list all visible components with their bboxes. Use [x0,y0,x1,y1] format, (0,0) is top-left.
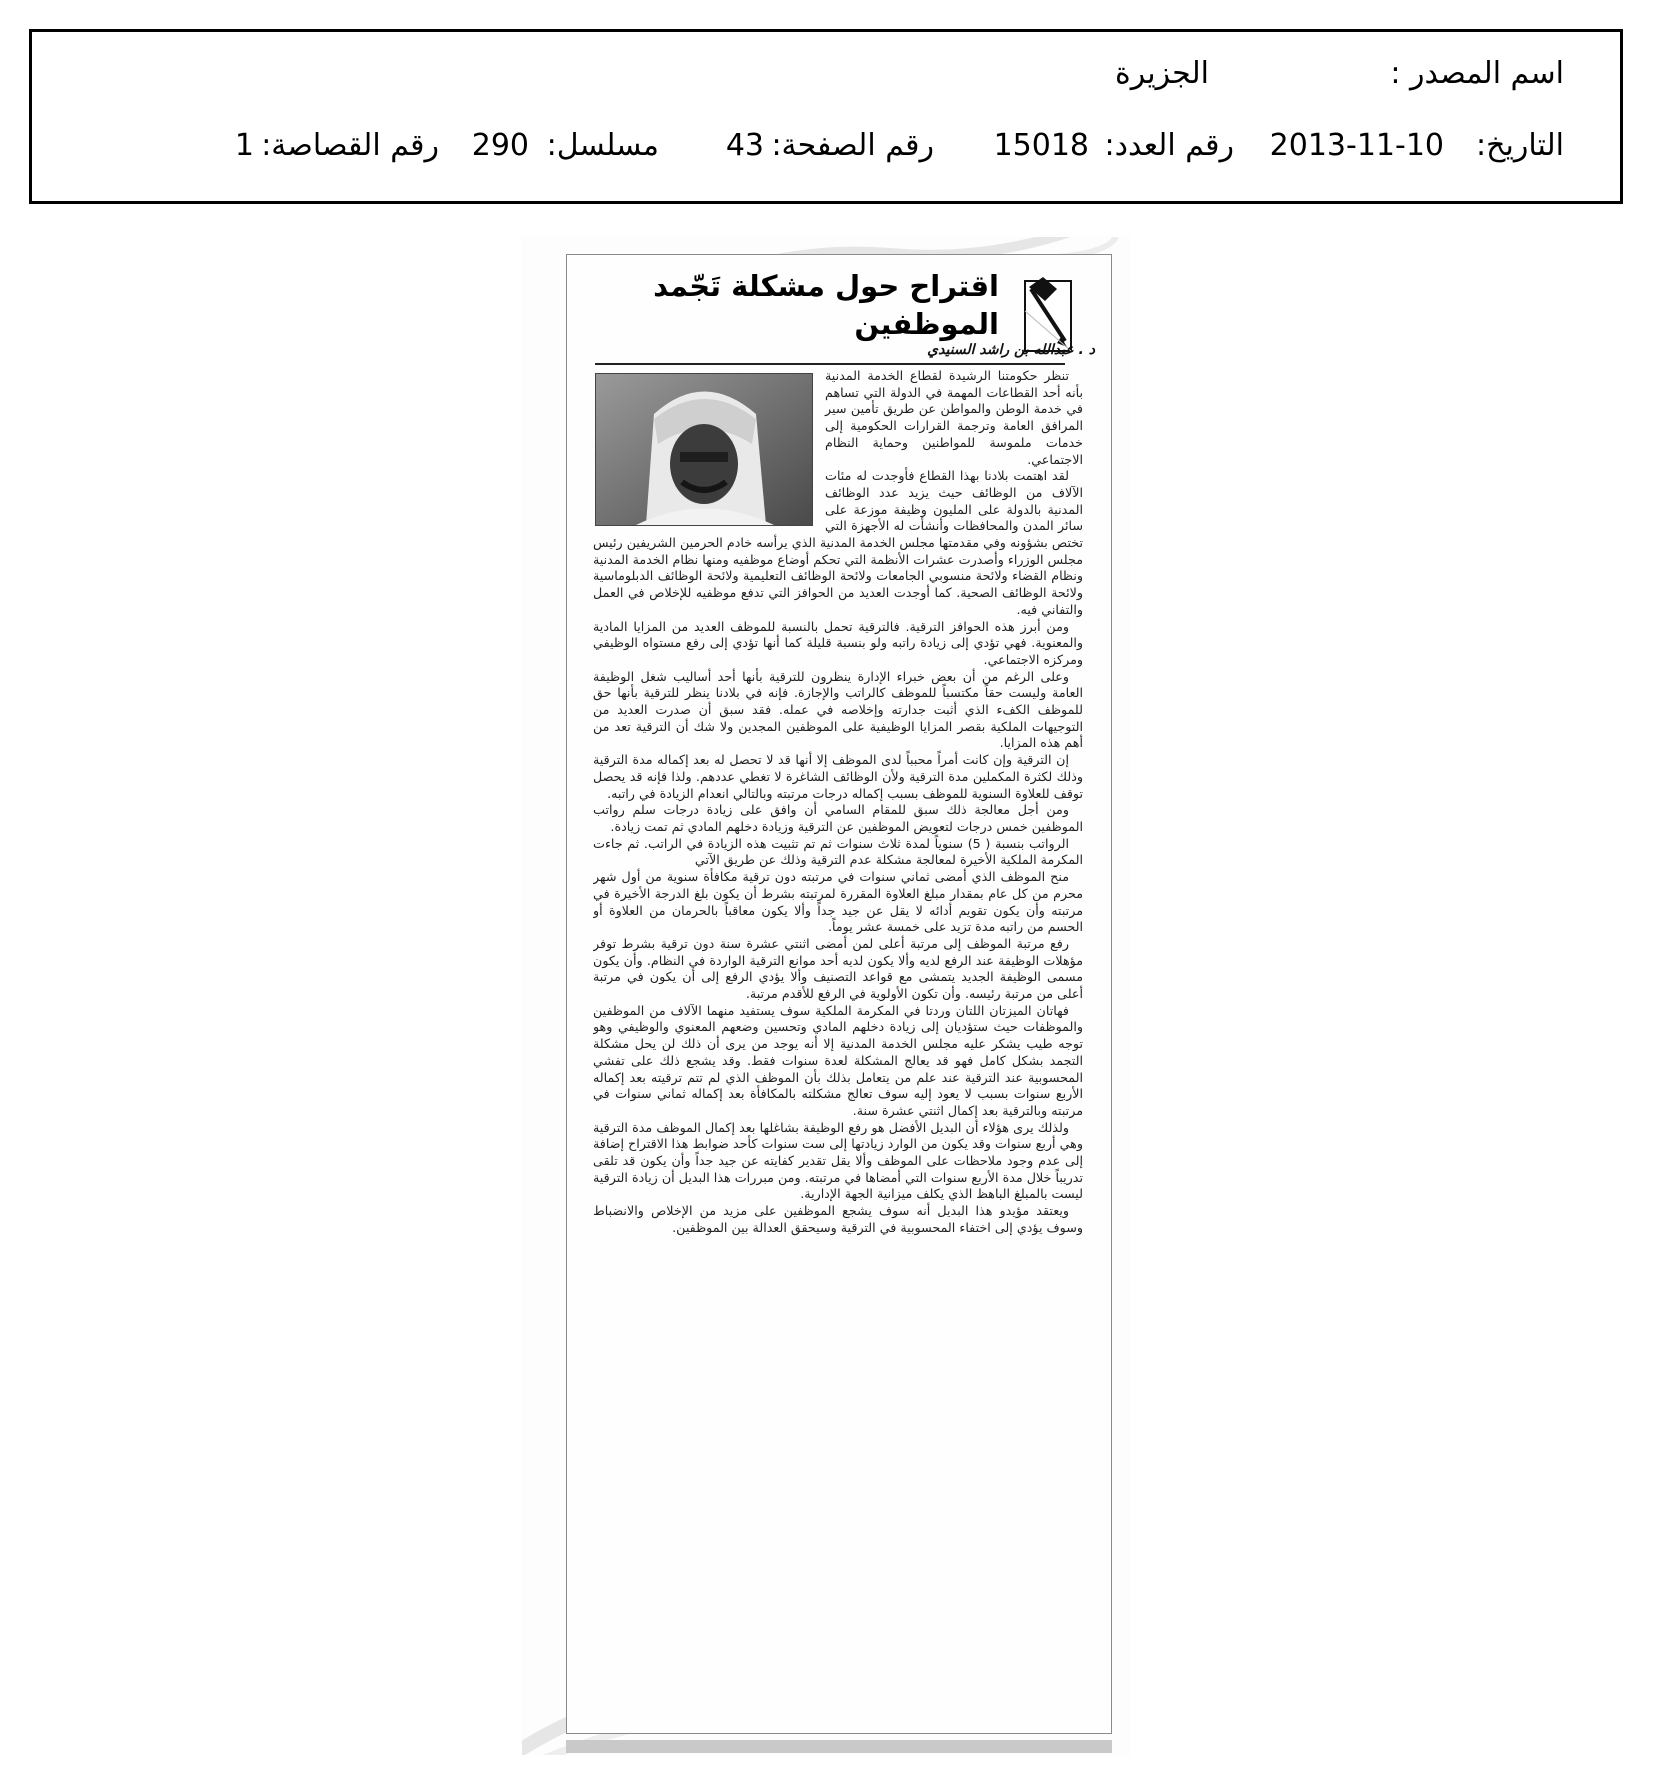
page-value: 43 [725,128,764,163]
clipping-metadata-box [29,29,1623,204]
details-row [72,128,1564,178]
clip-number-label: رقم القصاصة: [261,128,439,163]
clipping-bottom-bar [566,1740,1112,1753]
article-paragraph: رفع مرتبة الموظف إلى مرتبة أعلى لمن أمضى اثنتي عشرة سنة دون ترقية بشرط توفر مؤهلات الوظيفة عند الرفع لديه وألا يكون لديه أحد موانع الترقية الواردة في النظام. وأن يكون مسمى الوظيفة الجديد يتمشى مع قواعد التصنيف وألا يؤدي الرفع إلى أن يكون في مرتبة أعلى من مرتبة رئيسه. وأن تكون الأولوية في الرفع للأقدم مرتبة. [593,935,1083,1002]
serial-value: 290 [471,128,529,163]
date-value: 2013-11-10 [1269,128,1444,163]
photo-spacer [593,368,825,520]
source-label: اسم المصدر : [1390,56,1564,91]
article-headline: اقتراح حول مشكلة تَجّمد الموظفين [653,269,999,341]
article-paragraph: لقد اهتمت بلادنا بهذا القطاع فأوجدت له مئات الآلاف من الوظائف حيث يزيد عدد الوظائف المدنية بالدولة على المليون وظيفة موزعة على سائر المدن والمحافظات وأنشأت له الأجهزة التي تختص بشؤونه وفي مقدمتها مجلس الخدمة المدنية الذي يرأسه خادم الحرمين الشريفين رئيس مجلس الوزراء وأصدرت عشرات الأنظمة التي تحكم أوضاع موظفيه ومنها نظام الخدمة المدنية ونظام القضاء ولائحة منسوبي الجامعات ولائحة الوظائف التعليمية ولائحة الوظائف الدبلوماسية ولائحة الوظائف الصحية. كما أوجدت العديد من الحوافز التي تدفع موظفيه للإخلاص في العمل والتفاني فيه. [593,468,1083,617]
article-body [593,368,1083,1728]
issue-label: رقم العدد: [1104,128,1234,163]
article-paragraph: الرواتب بنسبة ( 5) سنوياً لمدة ثلاث سنوات ثم تم تثبيت هذه الزيادة في الراتب. ثم جاءت المكرمة الملكية الأخيرة لمعالجة مشكلة عدم الترقية وذلك عن طريق الآتي [593,835,1083,868]
page-label: رقم الصفحة: [771,128,934,163]
article-paragraph: وعلى الرغم من أن بعض خبراء الإدارة ينظرون للترقية بأنها أحد أساليب شغل الوظيفة العامة وليست حقاً مكتسباً للموظف كالراتب والإجازة. فإنه في بلادنا ينظر للترقية بأنها حق للموظف الكفء الذي أثبت جدارته وإخلاصه في عمله. فقد سبق أن صدرت العديد من التوجيهات الملكية بقصر المزايا الوظيفية على الموظفين المجدين ولا شك أن الترقية تعد من أهم هذه المزايا. [593,668,1083,751]
article-paragraph: إن الترقية وإن كانت أمراً محبباً لدى الموظف إلا أنها قد لا تحصل له بعد إكماله مدة الترقية وذلك لكثرة المكملين مدة الترقية ولأن الوظائف الشاغرة لا تغطي عددهم. ولذا فإنه قد يحصل توقف للعلاوة السنوية للموظف بسبب إكماله درجات مرتبته وبالتالي انعدام الزيادة في راتبه. [593,752,1083,801]
article [566,254,1112,1734]
pen-icon [1017,271,1075,353]
serial-label: مسلسل: [546,128,659,163]
article-paragraph: منح الموظف الذي أمضى ثماني سنوات في مرتبته دون ترقية مكافأة سنوية من أول شهر محرم من كل عام بمقدار مبلغ العلاوة المقررة لمرتبته بشرط أن يكون بلغ الدرجة الأخيرة في مرتبته وأن يكون تقويم أدائه لا يقل عن جيد جداً وألا يكون معاقباً بالحرمان من العلاوة أو الحسم من راتبه مدة تزيد على خمسة عشر يوماً. [593,869,1083,935]
article-paragraph: ومن أجل معالجة ذلك سبق للمقام السامي أن وافق على زيادة درجات سلم رواتب الموظفين خمس درجات لتعويض الموظفين عن الترقية وزيادة دخلهم المادي ثم تمت زيادة. [593,802,1083,834]
source-row [72,56,1564,106]
article-paragraph: تنظر حكومتنا الرشيدة لقطاع الخدمة المدنية بأنه أحد القطاعات المهمة في الدولة التي تساهم في خدمة الوطن والمواطن عن طريق تأمين سير المرافق العامة وترجمة القرارات الحكومية إلى خدمات ملموسة للمواطنين وحماية النظام الاجتماعي. [825,368,1083,467]
date-label: التاريخ: [1476,128,1564,163]
newspaper-clipping [522,237,1131,1755]
byline-divider [595,363,1065,365]
article-paragraph: ولذلك يرى هؤلاء أن البديل الأفضل هو رفع الوظيفة بشاغلها بعد إكمال الموظف مدة الترقية وهي أربع سنوات وقد يكون من الوارد زيادتها إلى ست سنوات كأحد ضوابط هذا الاقتراح إضافة إلى عدم وجود ملاحظات على الموظف وألا يقل تقدير كفايته عن جيد جداً وأن يكون قد تلقى تدريباً خلال مدة الأربع سنوات التي أمضاها في مرتبته. ومن مبررات هذا البديل أن زيادة الترقية ليست بالمبلغ الباهظ الذي يكلف ميزانية الجهة الإدارية. [593,1119,1083,1202]
article-paragraph: ومن أبرز هذه الحوافز الترقية. فالترقية تحمل بالنسبة للموظف العديد من المزايا المادية والمعنوية. فهي تؤدي إلى زيادة راتبه ولو بنسبة قليلة كما أنها تؤدي إلى رفع مستواه الوظيفي ومركزه الاجتماعي. [593,618,1083,667]
issue-value: 15018 [993,128,1089,163]
source-value: الجزيرة [1114,56,1209,91]
article-byline: د . عبدالله بن راشد السنيدي [927,342,1095,358]
article-paragraph: فهاتان الميزتان اللتان وردتا في المكرمة الملكية سوف يستفيد منهما الآلاف من الموظفين والموظفات حيث ستؤديان إلى زيادة دخلهم المادي وتحسين وضعهم المعنوي والوظيفي وهو توجه طيب يشكر عليه مجلس الخدمة المدنية إلا أنه يوجد من يرى أن ذلك لن يحل مشكلة التجمد بشكل كامل فهو قد يعالج المشكلة لعدة سنوات فقط. وقد يشجع ذلك على تفشي المحسوبية عند الترقية عند علم من يتعامل بذلك بأن الموظف الذي لم تتم ترقيته بعد إكماله الأربع سنوات بسبب لا يعود إليه سوف تعالج مشكلته بالمكافأة بعد إكماله ثماني سنوات في مرتبته وبالترقية بعد إكمال اثنتي عشرة سنة. [593,1002,1083,1118]
article-paragraph: ويعتقد مؤيدو هذا البديل أنه سوف يشجع الموظفين على مزيد من الإخلاص والانضباط وسوف يؤدي إلى اختفاء المحسوبية في الترقية وسيحقق العدالة بين الموظفين. [593,1203,1083,1235]
clip-number-value: 1 [234,128,254,163]
